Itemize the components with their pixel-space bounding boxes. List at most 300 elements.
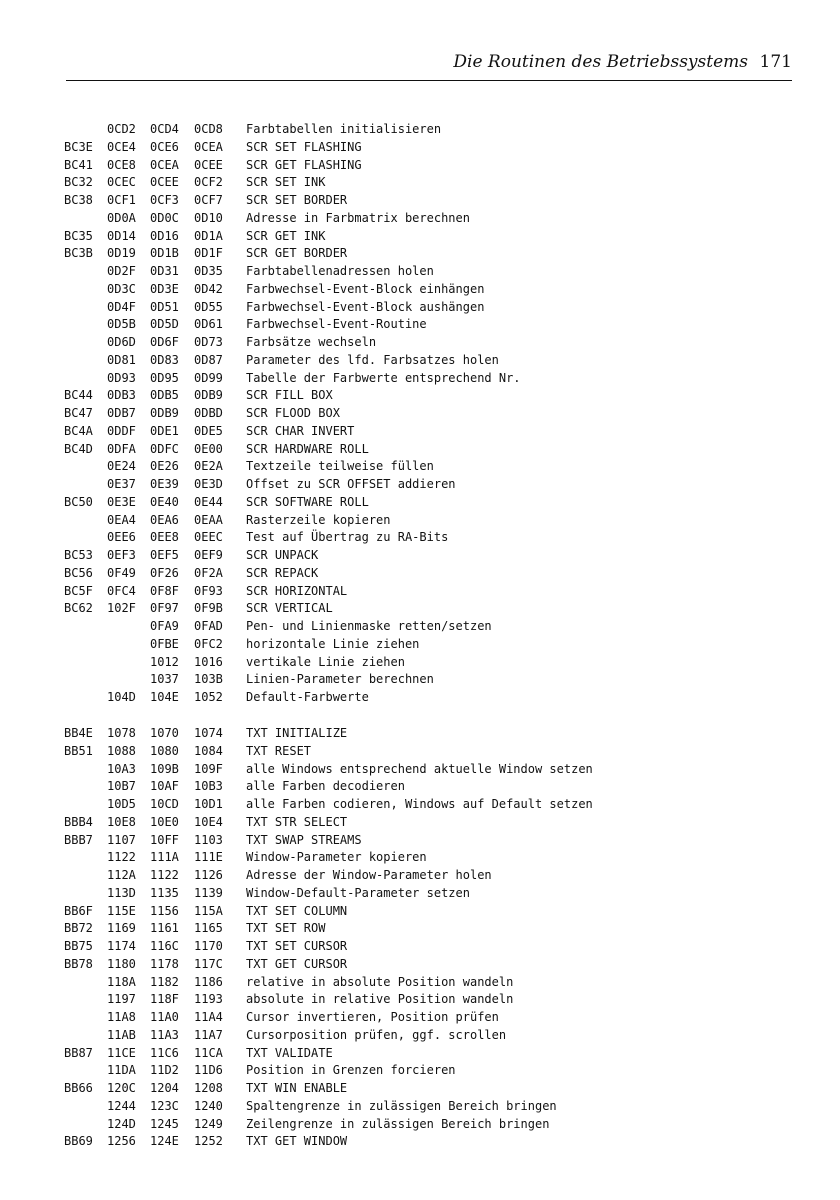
address-c: 10D1 (194, 797, 223, 811)
address-c: 0EAA (194, 512, 223, 527)
routine-description: SCR SET INK (246, 175, 326, 190)
jump-address: BC38 (64, 193, 93, 207)
table-row (0, 299, 840, 317)
address-b: 0D95 (150, 370, 179, 385)
address-c: 111E (194, 850, 223, 865)
address-b: 0CD4 (150, 122, 179, 136)
address-c: 0D1A (194, 228, 223, 243)
address-b: 11C6 (150, 1045, 179, 1060)
address-b: 1156 (150, 903, 179, 918)
routine-description: SCR SET FLASHING (246, 139, 362, 154)
jump-address: BC50 (64, 494, 93, 509)
routine-description: SCR HORIZONTAL (246, 583, 348, 598)
routine-description: Tabelle der Farbwerte entsprechend Nr. (246, 370, 521, 385)
routine-description: SCR GET BORDER (246, 246, 348, 261)
address-c: 0D35 (194, 264, 223, 278)
address-a: 1078 (107, 726, 136, 740)
address-a: 124D (107, 1116, 136, 1131)
address-a: 1174 (107, 939, 136, 953)
address-c: 1240 (194, 1098, 223, 1113)
table-row (0, 512, 840, 530)
address-b: 1178 (150, 956, 179, 971)
address-c: 1139 (194, 885, 223, 900)
address-c: 11A4 (194, 1010, 223, 1024)
address-a: 0D2F (107, 264, 136, 278)
jump-address: BBB7 (64, 832, 93, 847)
address-b: 1080 (150, 743, 179, 758)
table-row (0, 405, 840, 423)
address-c: 0E2A (194, 459, 223, 474)
jump-address: BC3B (64, 246, 93, 261)
jump-address: BC41 (64, 157, 93, 172)
jump-address: BC44 (64, 388, 93, 403)
table-row (0, 689, 840, 707)
address-b: 0E39 (150, 477, 179, 491)
address-c: 103B (194, 672, 223, 687)
routine-description: TXT GET CURSOR (246, 956, 348, 971)
routine-description: absolute in relative Position wandeln (246, 992, 514, 1007)
address-a: 1088 (107, 743, 136, 758)
table-row (0, 352, 840, 370)
address-b: 11D2 (150, 1063, 179, 1078)
jump-address: BC47 (64, 406, 93, 420)
table-row (0, 121, 840, 139)
address-b: 10FF (150, 832, 179, 847)
address-a: 0DB7 (107, 406, 136, 420)
address-c: 115A (194, 903, 223, 918)
address-a: 10A3 (107, 761, 136, 776)
address-b: 0CEE (150, 175, 179, 190)
table-row (0, 1116, 840, 1134)
routine-description: Parameter des lfd. Farbsatzes holen (246, 352, 499, 367)
table-row (0, 991, 840, 1009)
routine-description: TXT INITIALIZE (246, 726, 348, 740)
jump-address: BC35 (64, 228, 93, 243)
address-b: 0CEA (150, 157, 179, 172)
address-a: 0EF3 (107, 548, 136, 562)
address-b: 0D51 (150, 299, 179, 314)
jump-address: BC62 (64, 601, 93, 616)
table-row (0, 281, 840, 299)
address-a: 0D93 (107, 370, 136, 385)
table-row (0, 1045, 840, 1063)
address-c: 1208 (194, 1081, 223, 1095)
table-row (0, 1062, 840, 1080)
address-a: 0CF1 (107, 193, 136, 207)
address-b: 1182 (150, 974, 179, 989)
address-a: 115E (107, 903, 136, 918)
address-a: 0E3E (107, 494, 136, 509)
routine-description: SCR SOFTWARE ROLL (246, 494, 369, 509)
address-a: 0D14 (107, 228, 136, 243)
table-row (0, 263, 840, 281)
jump-address: BC4A (64, 423, 93, 438)
routine-description: Spaltengrenze in zulässigen Bereich bringen (246, 1098, 557, 1113)
table-row (0, 832, 840, 850)
routine-table-txt (0, 725, 840, 1151)
address-b: 116C (150, 939, 179, 953)
jump-address: BB78 (64, 956, 93, 971)
address-a: 0D0A (107, 210, 136, 225)
routine-description: SCR REPACK (246, 565, 319, 580)
address-a: 0E24 (107, 459, 136, 474)
address-c: 0E00 (194, 441, 223, 456)
address-a: 112A (107, 868, 136, 882)
address-b: 1122 (150, 868, 179, 882)
address-c: 1193 (194, 992, 223, 1007)
address-a: 0DB3 (107, 388, 136, 403)
table-row (0, 192, 840, 210)
table-row (0, 494, 840, 512)
address-b: 10AF (150, 779, 179, 794)
address-c: 1074 (194, 726, 223, 740)
address-c: 0CF2 (194, 175, 223, 190)
routine-description: TXT RESET (246, 743, 312, 758)
routine-description: SCR GET INK (246, 228, 326, 243)
routine-description: Adresse der Window-Parameter holen (246, 868, 492, 882)
address-c: 11D6 (194, 1063, 223, 1078)
address-c: 1165 (194, 921, 223, 936)
address-b: 1245 (150, 1116, 179, 1131)
table-row (0, 458, 840, 476)
address-a: 120C (107, 1081, 136, 1095)
address-b: 0E26 (150, 459, 179, 474)
address-b: 1161 (150, 921, 179, 936)
routine-description: Window-Default-Parameter setzen (246, 885, 470, 900)
routine-description: Offset zu SCR OFFSET addieren (246, 477, 456, 491)
address-b: 10CD (150, 797, 179, 811)
table-row (0, 636, 840, 654)
routine-description: TXT SET CURSOR (246, 939, 348, 953)
address-a: 10D5 (107, 797, 136, 811)
table-row (0, 778, 840, 796)
address-a: 11CE (107, 1045, 136, 1060)
address-b: 0DFC (150, 441, 179, 456)
table-row (0, 423, 840, 441)
address-b: 0CF3 (150, 193, 179, 207)
address-c: 0CD8 (194, 122, 223, 136)
address-a: 0CE8 (107, 157, 136, 172)
address-b: 0D5D (150, 317, 179, 332)
address-c: 0E44 (194, 494, 223, 509)
address-a: 113D (107, 885, 136, 900)
routine-description: SCR GET FLASHING (246, 157, 362, 172)
table-row (0, 618, 840, 636)
address-a: 118A (107, 974, 136, 989)
routine-description: Adresse in Farbmatrix berechnen (246, 210, 470, 225)
table-row (0, 671, 840, 689)
table-row (0, 796, 840, 814)
address-c: 0FC2 (194, 636, 223, 651)
address-c: 1103 (194, 832, 223, 847)
table-row (0, 974, 840, 992)
address-c: 11CA (194, 1045, 223, 1060)
address-b: 0D16 (150, 228, 179, 243)
jump-address: BC3E (64, 139, 93, 154)
jump-address: BC56 (64, 565, 93, 580)
address-b: 1070 (150, 726, 179, 740)
address-c: 0F2A (194, 565, 223, 580)
address-b: 0DB9 (150, 406, 179, 420)
address-b: 0DE1 (150, 423, 179, 438)
routine-description: Farbtabellen initialisieren (246, 122, 442, 136)
table-row (0, 583, 840, 601)
jump-address: BC32 (64, 175, 93, 190)
address-c: 0EF9 (194, 548, 223, 562)
address-b: 0F97 (150, 601, 179, 616)
address-c: 0EEC (194, 530, 223, 545)
address-c: 0CEA (194, 139, 223, 154)
address-b: 0CE6 (150, 139, 179, 154)
table-row (0, 1027, 840, 1045)
address-c: 0F93 (194, 583, 223, 598)
address-a: 0E37 (107, 477, 136, 491)
address-b: 104E (150, 690, 179, 704)
address-c: 10B3 (194, 779, 223, 794)
address-a: 0EE6 (107, 530, 136, 545)
address-b: 1012 (150, 654, 179, 669)
routine-description: Window-Parameter kopieren (246, 850, 427, 865)
address-b: 1037 (150, 672, 179, 687)
header-title: Die Routinen des Betriebssystems (453, 52, 748, 72)
address-b: 109B (150, 761, 179, 776)
address-c: 1126 (194, 868, 223, 882)
address-c: 1249 (194, 1116, 223, 1131)
address-c: 109F (194, 761, 223, 776)
address-a: 10B7 (107, 779, 136, 794)
routine-description: Textzeile teilweise füllen (246, 459, 434, 474)
routine-description: SCR FLOOD BOX (246, 406, 340, 420)
routine-description: TXT SWAP STREAMS (246, 832, 362, 847)
address-c: 117C (194, 956, 223, 971)
routine-description: Zeilengrenze in zulässigen Bereich bringen (246, 1116, 550, 1131)
routine-description: TXT SET COLUMN (246, 903, 348, 918)
address-b: 0D3E (150, 281, 179, 296)
table-row (0, 600, 840, 618)
jump-address: BB75 (64, 939, 93, 953)
routine-description: Farbwechsel-Event-Block einhängen (246, 281, 485, 296)
jump-address: BB51 (64, 743, 93, 758)
address-a: 0D3C (107, 281, 136, 296)
table-row (0, 565, 840, 583)
routine-description: TXT STR SELECT (246, 814, 348, 829)
address-b: 10E0 (150, 814, 179, 829)
routine-description: TXT VALIDATE (246, 1045, 333, 1060)
address-a: 0CD2 (107, 122, 136, 136)
address-a: 1244 (107, 1098, 136, 1113)
address-a: 0EA4 (107, 512, 136, 527)
jump-address: BC53 (64, 548, 93, 562)
routine-description: Cursor invertieren, Position prüfen (246, 1010, 499, 1024)
address-a: 0DFA (107, 441, 136, 456)
jump-address: BB6F (64, 903, 93, 918)
address-a: 0CE4 (107, 139, 136, 154)
table-row (0, 761, 840, 779)
address-a: 0CEC (107, 175, 136, 190)
address-a: 102F (107, 601, 136, 616)
address-c: 1186 (194, 974, 223, 989)
address-c: 0E3D (194, 477, 223, 491)
address-c: 0F9B (194, 601, 223, 616)
routine-description: TXT GET WINDOW (246, 1134, 348, 1149)
address-b: 0D0C (150, 210, 179, 225)
routine-description: alle Farben codieren, Windows auf Default setzen (246, 797, 593, 811)
address-a: 10E8 (107, 814, 136, 829)
routine-description: Rasterzeile kopieren (246, 512, 391, 527)
routine-description: Farbwechsel-Event-Routine (246, 317, 427, 332)
routine-description: Position in Grenzen forcieren (246, 1063, 456, 1078)
address-b: 0DB5 (150, 388, 179, 403)
table-row (0, 370, 840, 388)
address-b: 0F8F (150, 583, 179, 598)
table-row (0, 1098, 840, 1116)
jump-address: BB69 (64, 1134, 93, 1149)
address-c: 1252 (194, 1134, 223, 1149)
address-b: 0D6F (150, 335, 179, 349)
table-row (0, 228, 840, 246)
address-c: 0D42 (194, 281, 223, 296)
routine-description: Farbtabellenadressen holen (246, 264, 434, 278)
address-b: 118F (150, 992, 179, 1007)
page-number: 171 (759, 52, 792, 72)
address-a: 11DA (107, 1063, 136, 1078)
address-a: 0D19 (107, 246, 136, 261)
address-b: 0EE8 (150, 530, 179, 545)
address-c: 1052 (194, 690, 223, 704)
table-row (0, 387, 840, 405)
address-c: 0DBD (194, 406, 223, 420)
address-b: 1135 (150, 885, 179, 900)
table-row (0, 743, 840, 761)
jump-address: BB87 (64, 1045, 93, 1060)
address-c: 0DB9 (194, 388, 223, 403)
address-b: 0D1B (150, 246, 179, 261)
address-c: 0D61 (194, 317, 223, 332)
table-row (0, 903, 840, 921)
table-row (0, 547, 840, 565)
address-b: 123C (150, 1098, 179, 1113)
address-a: 0F49 (107, 565, 136, 580)
address-c: 0FAD (194, 619, 223, 633)
address-c: 1084 (194, 743, 223, 758)
address-a: 0FC4 (107, 583, 136, 598)
routine-description: SCR SET BORDER (246, 193, 348, 207)
address-b: 0D31 (150, 264, 179, 278)
address-a: 104D (107, 690, 136, 704)
address-b: 124E (150, 1134, 179, 1149)
address-c: 10E4 (194, 814, 223, 829)
routine-description: Pen- und Linienmaske retten/setzen (246, 619, 492, 633)
table-row (0, 885, 840, 903)
address-a: 1122 (107, 850, 136, 865)
table-row (0, 1133, 840, 1151)
routine-description: SCR VERTICAL (246, 601, 333, 616)
routine-description: SCR CHAR INVERT (246, 423, 355, 438)
table-row (0, 867, 840, 885)
table-row (0, 174, 840, 192)
address-c: 11A7 (194, 1027, 223, 1042)
address-a: 1256 (107, 1134, 136, 1149)
address-c: 0D99 (194, 370, 223, 385)
address-a: 0D5B (107, 317, 136, 332)
address-b: 0FBE (150, 636, 179, 651)
jump-address: BB4E (64, 726, 93, 740)
address-b: 0D83 (150, 352, 179, 367)
routine-description: SCR HARDWARE ROLL (246, 441, 369, 456)
routine-table-scr (0, 121, 840, 707)
table-row (0, 476, 840, 494)
table-row (0, 654, 840, 672)
routine-description: horizontale Linie ziehen (246, 636, 420, 651)
address-c: 0D87 (194, 352, 223, 367)
address-b: 11A0 (150, 1010, 179, 1024)
routine-description: Cursorposition prüfen, ggf. scrollen (246, 1027, 507, 1042)
routine-description: relative in absolute Position wandeln (246, 974, 514, 989)
table-row (0, 938, 840, 956)
routine-description: alle Windows entsprechend aktuelle Window setzen (246, 761, 593, 776)
address-b: 0EA6 (150, 512, 179, 527)
jump-address: BB66 (64, 1081, 93, 1095)
address-a: 1169 (107, 921, 136, 936)
table-row (0, 316, 840, 334)
table-row (0, 956, 840, 974)
address-b: 0FA9 (150, 619, 179, 633)
address-c: 0D55 (194, 299, 223, 314)
routine-description: TXT SET ROW (246, 921, 326, 936)
routine-description: alle Farben decodieren (246, 779, 405, 794)
address-b: 11A3 (150, 1027, 179, 1042)
address-b: 1204 (150, 1081, 179, 1095)
routine-description: Default-Farbwerte (246, 690, 369, 704)
address-c: 0DE5 (194, 423, 223, 438)
jump-address: BBB4 (64, 814, 93, 829)
table-row (0, 139, 840, 157)
table-row (0, 920, 840, 938)
routine-description: SCR FILL BOX (246, 388, 333, 403)
address-a: 1180 (107, 956, 136, 971)
table-row (0, 814, 840, 832)
routine-description: SCR UNPACK (246, 548, 319, 562)
address-a: 1107 (107, 832, 136, 847)
address-a: 0DDF (107, 423, 136, 438)
address-c: 0D73 (194, 335, 223, 349)
address-b: 0F26 (150, 565, 179, 580)
running-header (66, 50, 792, 81)
routine-description: TXT WIN ENABLE (246, 1081, 348, 1095)
table-row (0, 245, 840, 263)
address-c: 0D10 (194, 210, 223, 225)
table-row (0, 157, 840, 175)
table-row (0, 441, 840, 459)
jump-address: BC5F (64, 583, 93, 598)
address-b: 111A (150, 850, 179, 865)
address-b: 0EF5 (150, 548, 179, 562)
jump-address: BC4D (64, 441, 93, 456)
address-c: 0D1F (194, 246, 223, 261)
address-c: 1170 (194, 939, 223, 953)
table-row (0, 849, 840, 867)
address-a: 0D81 (107, 352, 136, 367)
routine-description: Linien-Parameter berechnen (246, 672, 434, 687)
address-a: 11AB (107, 1027, 136, 1042)
address-a: 1197 (107, 992, 136, 1007)
routine-description: Farbwechsel-Event-Block aushängen (246, 299, 485, 314)
address-a: 11A8 (107, 1010, 136, 1024)
table-row (0, 334, 840, 352)
address-b: 0E40 (150, 494, 179, 509)
table-row (0, 1009, 840, 1027)
jump-address: BB72 (64, 921, 93, 936)
